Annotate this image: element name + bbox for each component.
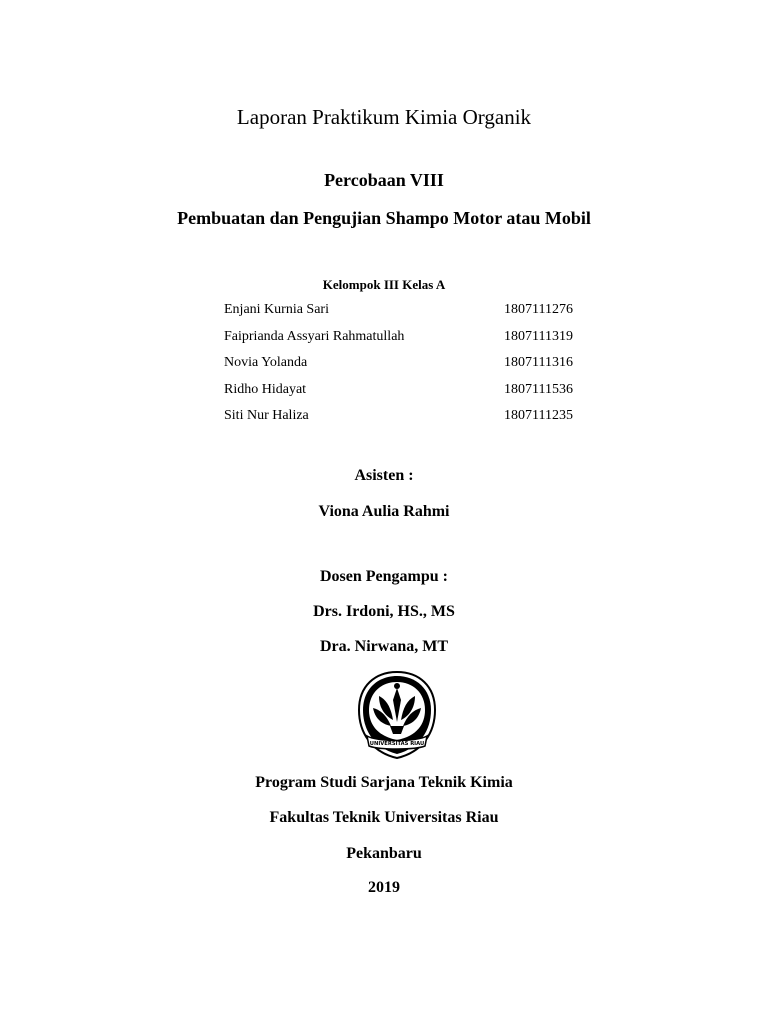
member-list [224, 300, 584, 433]
report-year: 2019 [368, 879, 400, 896]
member-row [224, 380, 584, 407]
member-name: Novia Yolanda [224, 355, 308, 370]
university-riau-emblem-icon [357, 670, 437, 760]
lecturer-name: Drs. Irdoni, HS., MS [313, 603, 455, 620]
member-name: Ridho Hidayat [224, 381, 307, 397]
member-row [224, 300, 584, 327]
group-label: Kelompok III Kelas A [322, 277, 446, 292]
member-name: Enjani Kurnia Sari [224, 302, 329, 317]
report-title: Laporan Praktikum Kimia Organik [236, 105, 532, 129]
member-nim: 1807111536 [504, 381, 573, 397]
lecturers-label: Dosen Pengampu : [319, 568, 448, 585]
member-nim: 1807111319 [504, 328, 573, 344]
assistant-label: Asisten : [354, 467, 414, 484]
member-nim: 1807111316 [504, 355, 573, 370]
member-name: Siti Nur Haliza [224, 408, 309, 423]
faculty-name: Fakultas Teknik Universitas Riau [269, 809, 499, 826]
study-program: Program Studi Sarjana Teknik Kimia [255, 774, 513, 791]
lecturer-name: Dra. Nirwana, MT [320, 638, 448, 655]
member-row [224, 327, 584, 354]
member-nim: 1807111235 [504, 408, 573, 423]
experiment-number: Percobaan VIII [324, 170, 444, 190]
member-name: Faiprianda Assyari Rahmatullah [224, 328, 405, 344]
member-row [224, 406, 584, 433]
city-name: Pekanbaru [346, 845, 422, 862]
member-row [224, 353, 584, 380]
experiment-title: Pembuatan dan Pengujian Shampo Motor atau Mobil [177, 208, 591, 228]
member-nim: 1807111276 [504, 302, 573, 317]
assistant-name: Viona Aulia Rahmi [318, 503, 450, 520]
svg-text:UNIVERSITAS RIAU: UNIVERSITAS RIAU [369, 741, 425, 747]
